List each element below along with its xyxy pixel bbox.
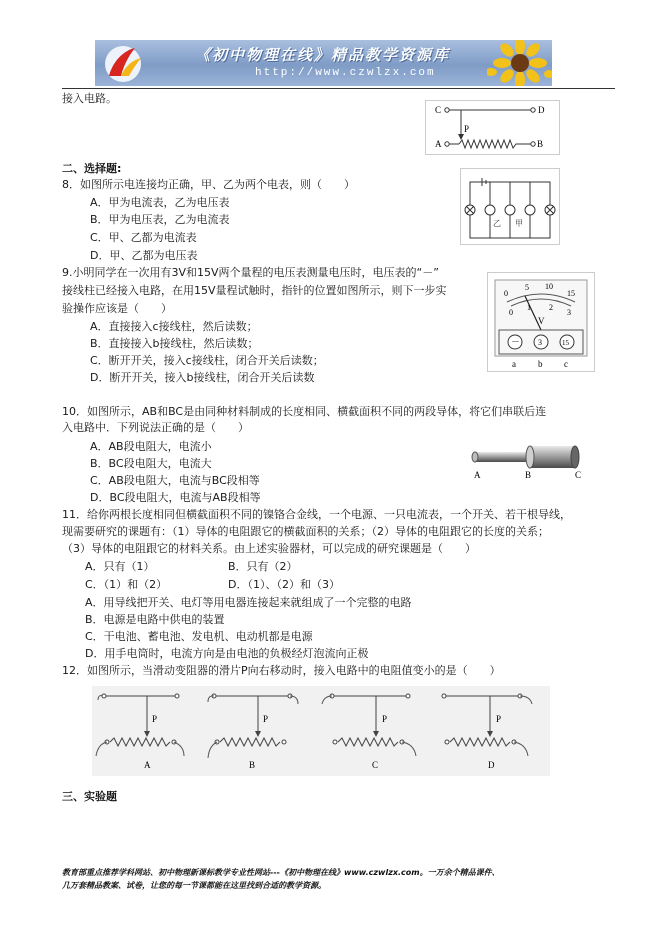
meter-tick-top-5: 5 — [525, 283, 529, 292]
q9-stem-line-3: 验操作应该是（ ） — [62, 302, 172, 315]
terminal-letter-a: a — [512, 359, 516, 369]
label-yi: 乙 — [493, 219, 501, 228]
q11-stem-line-3: （3）导体的电阻跟它的材料关系。由上述实验器材，可以完成的研究课题是（ ） — [62, 542, 476, 555]
label-jia: 甲 — [515, 219, 523, 228]
meter-tick-bottom-3: 3 — [567, 308, 571, 317]
voltmeter-figure — [487, 272, 595, 372]
q12-slider-label-b: P — [263, 714, 269, 724]
q9-stem-line-2: 接线柱已经接入电路，在用15V量程试触时，指针的位置如图所示，则下一步实 — [62, 284, 447, 297]
q8-option-d[interactable]: D．甲、乙都为电压表 — [90, 249, 198, 262]
intro-line: 接入电路。 — [62, 92, 117, 105]
label-p: P — [464, 124, 470, 134]
meter-tick-top-15: 15 — [567, 289, 575, 298]
q8-option-b[interactable]: B．甲为电压表，乙为电流表 — [90, 213, 230, 226]
q8-option-c[interactable]: C．甲、乙都为电流表 — [90, 231, 197, 244]
label-a: A — [435, 139, 442, 149]
terminal-letter-b: b — [538, 359, 543, 369]
q12-label-c: C — [372, 760, 379, 770]
label-c: C — [435, 105, 442, 115]
meter-tick-top-0: 0 — [504, 289, 508, 298]
q9-option-b[interactable]: B．直接接入b接线柱，然后读数； — [90, 337, 259, 350]
q8-option-a[interactable]: A．甲为电流表，乙为电压表 — [90, 196, 230, 209]
q11-extra-option-c[interactable]: C．干电池、蓄电池、发电机、电动机都是电源 — [85, 630, 313, 643]
conductor-figure — [465, 440, 587, 482]
q10-stem-line-1: 10．如图所示，AB和BC是由同种材料制成的长度相同、横截面积不同的两段导体，将它们串联后连 — [62, 405, 547, 418]
q10-option-a[interactable]: A．AB段电阻大，电流小 — [90, 440, 212, 453]
rheostat-figure — [425, 100, 560, 155]
q8-stem: 8．如图所示电连接均正确，甲、乙为两个电表，则（ ） — [62, 178, 355, 191]
footer-line-2: 几万套精品教案、试卷，让您的每一节课都能在这里找到合适的教学资源。 — [62, 881, 326, 890]
q10-stem-line-2: 入电路中．下列说法正确的是（ ） — [62, 421, 249, 434]
q8-circuit-figure — [460, 168, 560, 245]
banner-url[interactable]: http://www.czwlzx.com — [255, 67, 436, 79]
section-3-heading: 三、实验题 — [62, 790, 117, 803]
conductor-label-b: B — [525, 470, 532, 480]
terminal-letter-c: c — [564, 359, 568, 369]
q11-option-c[interactable]: C．（1）和（2） — [85, 578, 168, 591]
terminal-3: 3 — [538, 338, 542, 347]
q11-option-b[interactable]: B．只有（2） — [228, 560, 298, 573]
q10-option-c[interactable]: C．AB段电阻大，电流与BC段相等 — [90, 474, 260, 487]
q11-stem-line-1: 11．给你两根长度相同但横截面积不同的镍铬合金线，一个电源、一只电流表，一个开关、若干根导线， — [62, 508, 571, 521]
terminal-15: 15 — [562, 339, 569, 347]
sunflower-icon — [487, 40, 552, 86]
q12-slider-label-c: P — [382, 714, 388, 724]
q12-rheostats-figure — [92, 686, 550, 776]
terminal-minus: － — [511, 337, 521, 347]
q9-option-c[interactable]: C．断开开关，接入c接线柱，闭合开关后读数； — [90, 354, 324, 367]
conductor-label-c: C — [575, 470, 582, 480]
section-2-heading: 二、选择题: — [62, 162, 122, 175]
q9-option-d[interactable]: D．断开开关，接入b接线柱，闭合开关后读数 — [90, 371, 315, 384]
q9-stem-line-1: 9.小明同学在一次用有3V和15V两个量程的电压表测量电压时，电压表的“－” — [62, 266, 439, 279]
meter-tick-bottom-0: 0 — [509, 308, 513, 317]
q9-option-a[interactable]: A．直接接入c接线柱，然后读数； — [90, 320, 258, 333]
q12-slider-label-d: P — [496, 714, 502, 724]
q12-label-d: D — [488, 760, 495, 770]
q12-slider-label-a: P — [152, 714, 158, 724]
q11-option-d[interactable]: D．（1）、（2）和（3） — [228, 578, 340, 591]
q10-option-d[interactable]: D．BC段电阻大，电流与AB段相等 — [90, 491, 261, 504]
meter-unit: V — [538, 316, 545, 326]
meter-tick-bottom-2: 2 — [549, 303, 553, 312]
q11-option-a[interactable]: A．只有（1） — [85, 560, 155, 573]
label-b: B — [537, 139, 544, 149]
conductor-label-a: A — [474, 470, 481, 480]
logo-icon — [95, 40, 155, 86]
q12-label-a: A — [144, 760, 151, 770]
label-d: D — [538, 105, 545, 115]
q11-extra-option-b[interactable]: B．电源是电路中供电的装置 — [85, 613, 225, 626]
header-rule — [62, 88, 615, 89]
q11-extra-option-d[interactable]: D．用手电筒时，电流方向是由电池的负极经灯泡流向正极 — [85, 647, 369, 660]
header-banner — [95, 40, 552, 86]
footer-line-1: 教育部重点推荐学科网站、初中物理新课标教学专业性网站---《初中物理在线》www.czwlzx.com。一万余个精品课件、 — [62, 868, 500, 877]
banner-title: 《初中物理在线》精品教学资源库 — [195, 46, 451, 64]
meter-tick-top-10: 10 — [545, 282, 553, 291]
q12-stem: 12．如图所示，当滑动变阻器的滑片P向右移动时，接入电路中的电阻值变小的是（ ） — [62, 664, 501, 677]
q12-label-b: B — [249, 760, 256, 770]
q11-stem-line-2: 现需要研究的课题有：（1）导体的电阻跟它的横截面积的关系；（2）导体的电阻跟它的长度的关系； — [62, 525, 549, 538]
meter-tick-bottom-1: 1 — [527, 303, 531, 312]
q11-extra-option-a[interactable]: A．用导线把开关、电灯等用电器连接起来就组成了一个完整的电路 — [85, 596, 412, 609]
q10-option-b[interactable]: B．BC段电阻大，电流大 — [90, 457, 212, 470]
